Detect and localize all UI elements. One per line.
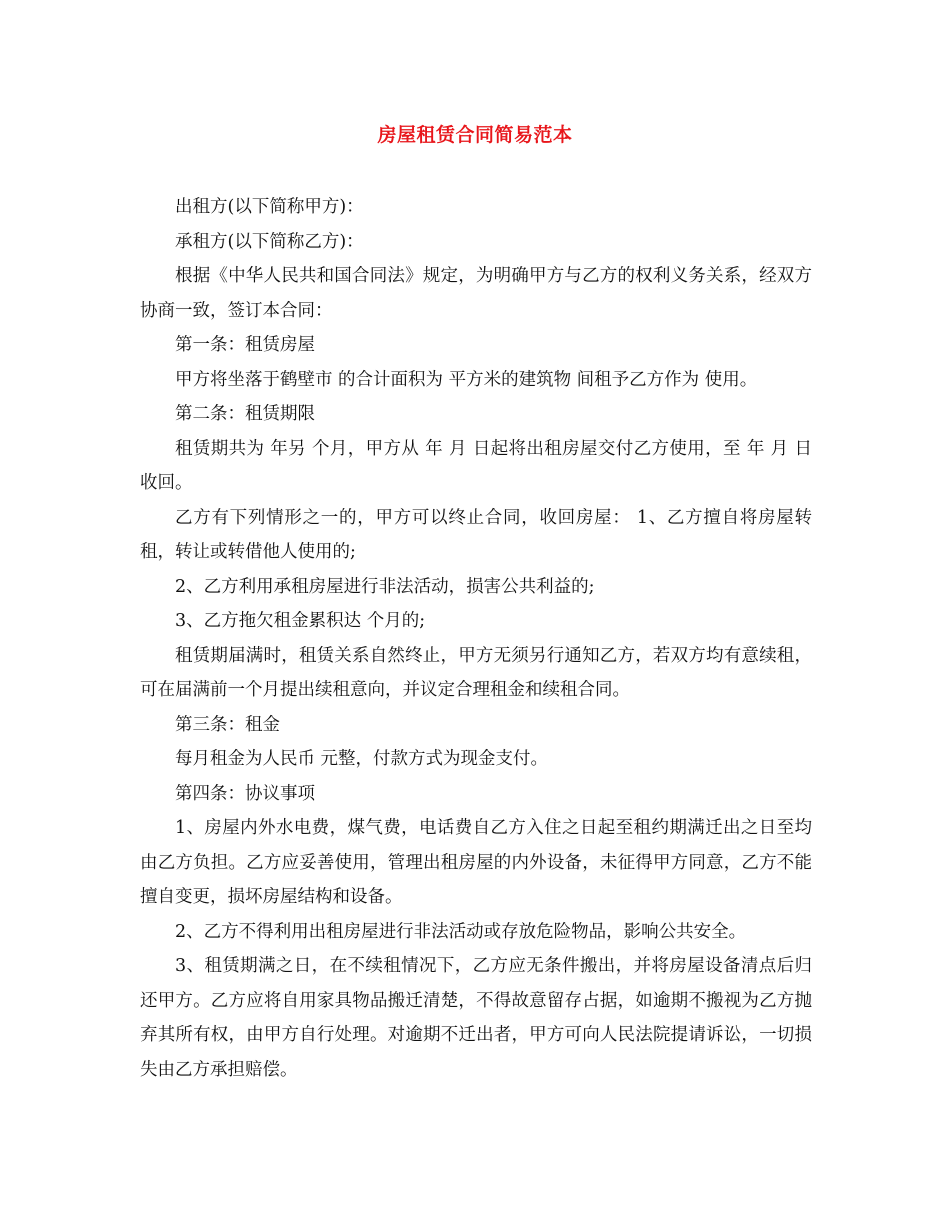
paragraph-lessee: 承租方(以下简称乙方)：	[175, 231, 364, 252]
article-2-termination: 乙方有下列情形之一的，甲方可以终止合同，收回房屋： 1、乙方擅自将房屋转租，转让或转借他人使用的;	[140, 507, 812, 562]
article-2-heading: 第二条：租赁期限	[175, 404, 315, 424]
article-3-heading: 第三条：租金	[175, 714, 280, 735]
article-2-clause-3: 3、乙方拖欠租金累积达 个月的;	[175, 611, 426, 631]
article-3-text: 每月租金为人民币 元整，付款方式为现金支付。	[175, 749, 549, 769]
contract-body	[140, 190, 812, 1087]
article-4-item-2: 2、乙方不得利用出租房屋进行非法活动或存放危险物品，影响公共安全。	[175, 921, 747, 942]
article-2-clause-2: 2、乙方利用承租房屋进行非法活动，损害公共利益的;	[175, 576, 595, 597]
article-2-term: 租赁期共为 年另 个月，甲方从 年 月 日起将出租房屋交付乙方使用，至 年 月 日收回。	[140, 438, 812, 493]
document-title: 房屋租赁合同简易范本	[377, 124, 573, 146]
paragraph-preamble: 根据《中华人民共和国合同法》规定，为明确甲方与乙方的权利义务关系，经双方协商一致，签订本合同：	[140, 266, 812, 321]
article-2-renewal: 租赁期届满时，租赁关系自然终止，甲方无须另行通知乙方，若双方均有意续租，可在届满前一个月提出续租意向，并议定合理租金和续租合同。	[140, 645, 812, 700]
article-1-text: 甲方将坐落于鹤壁市 的合计面积为 平方米的建筑物 间租予乙方作为 使用。	[175, 369, 758, 390]
paragraph-lessor: 出租方(以下简称甲方)：	[175, 197, 364, 217]
article-4-item-3: 3、租赁期满之日，在不续租情况下，乙方应无条件搬出，并将房屋设备清点后归还甲方。乙方应将自用家具物品搬迁清楚，不得故意留存占据，如逾期不搬视为乙方抛弃其所有权，由甲方自行处理。对逾期不迁出者，甲方可向人民法院提请诉讼，一切损失由乙方承担赔偿。	[140, 956, 812, 1080]
article-4-heading: 第四条：协议事项	[175, 783, 315, 804]
article-4-item-1: 1、房屋内外水电费，煤气费，电话费自乙方入住之日起至租约期满迁出之日至均由乙方负担。乙方应妥善使用，管理出租房屋的内外设备，未征得甲方同意，乙方不能擅自变更，损坏房屋结构和设备。	[140, 818, 812, 907]
article-1-heading: 第一条：租赁房屋	[175, 335, 315, 355]
